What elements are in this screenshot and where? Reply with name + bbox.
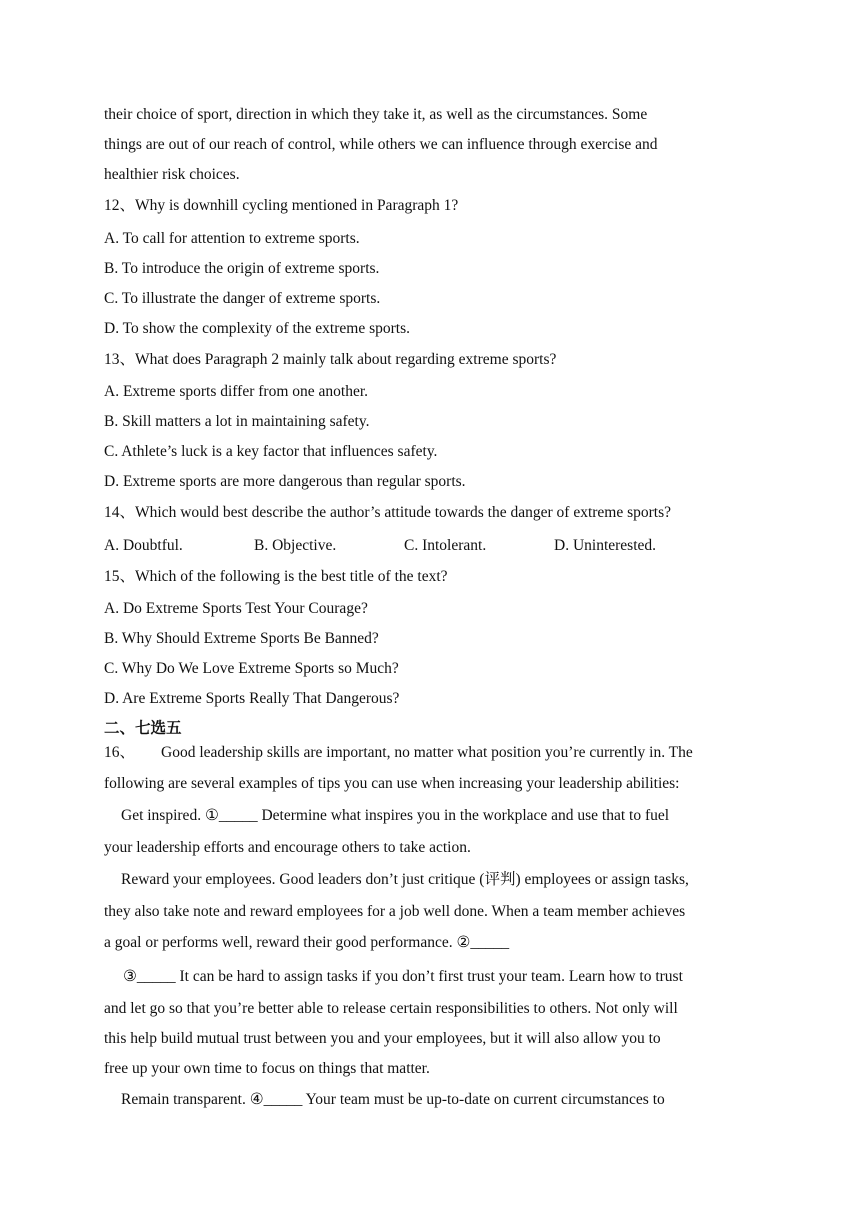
question-13-stem: 13、What does Paragraph 2 mainly talk about regarding extreme sports? — [104, 351, 557, 368]
question-14-option-d: D. Uninterested. — [554, 537, 657, 554]
paragraph-text: Good leadership skills are important, no matter what position you’re currently in. The — [161, 744, 693, 761]
question-15-option-c: C. Why Do We Love Extreme Sports so Much? — [104, 660, 399, 677]
paragraph-line: and let go so that you’re better able to release certain responsibilities to others. Not only will — [104, 1000, 678, 1017]
question-16-first-line — [104, 743, 693, 763]
question-14-option-c: C. Intolerant. — [404, 537, 487, 554]
question-12-option-b: B. To introduce the origin of extreme sports. — [104, 260, 380, 277]
passage-line: their choice of sport, direction in which they take it, as well as the circumstances. Some — [104, 106, 648, 123]
paragraph-line: free up your own time to focus on things that matter. — [104, 1060, 430, 1077]
question-14-option-a: A. Doubtful. — [104, 537, 183, 554]
paragraph-line-blank-3: ③_____ It can be hard to assign tasks if you don’t first trust your team. Learn how to trust — [123, 968, 683, 985]
question-15-option-b: B. Why Should Extreme Sports Be Banned? — [104, 630, 379, 647]
question-12-stem: 12、Why is downhill cycling mentioned in Paragraph 1? — [104, 197, 459, 214]
question-13-option-b: B. Skill matters a lot in maintaining safety. — [104, 413, 370, 430]
question-12-option-a: A. To call for attention to extreme sports. — [104, 230, 360, 247]
paragraph-line: this help build mutual trust between you and your employees, but it will also allow you to — [104, 1030, 661, 1047]
question-12-option-d: D. To show the complexity of the extreme sports. — [104, 320, 410, 337]
question-15-stem: 15、Which of the following is the best title of the text? — [104, 568, 448, 585]
paragraph-line: they also take note and reward employees for a job well done. When a team member achieves — [104, 903, 686, 920]
question-12-option-c: C. To illustrate the danger of extreme sports. — [104, 290, 381, 307]
question-15-option-d: D. Are Extreme Sports Really That Dangerous? — [104, 690, 400, 707]
paragraph-line: Reward your employees. Good leaders don’t just critique (评判) employees or assign tasks, — [121, 871, 689, 888]
paragraph-line-blank-1: Get inspired. ①_____ Determine what inspires you in the workplace and use that to fuel — [121, 807, 670, 824]
question-13-option-c: C. Athlete’s luck is a key factor that influences safety. — [104, 443, 438, 460]
paragraph-line: following are several examples of tips you can use when increasing your leadership abilities: — [104, 775, 680, 792]
passage-line: things are out of our reach of control, while others we can influence through exercise and — [104, 136, 658, 153]
passage-line: healthier risk choices. — [104, 166, 240, 183]
paragraph-line: your leadership efforts and encourage others to take action. — [104, 839, 471, 856]
question-14-option-b: B. Objective. — [254, 537, 337, 554]
section-heading: 二、七选五 — [104, 720, 182, 737]
paragraph-line-blank-2: a goal or performs well, reward their good performance. ②_____ — [104, 934, 510, 951]
question-14-stem: 14、Which would best describe the author’s attitude towards the danger of extreme sports? — [104, 504, 672, 521]
question-13-option-a: A. Extreme sports differ from one another. — [104, 383, 368, 400]
question-13-option-d: D. Extreme sports are more dangerous than regular sports. — [104, 473, 466, 490]
question-16-number: 16、 — [104, 744, 136, 761]
paragraph-line-blank-4: Remain transparent. ④_____ Your team must be up-to-date on current circumstances to — [121, 1091, 665, 1108]
question-15-option-a: A. Do Extreme Sports Test Your Courage? — [104, 600, 368, 617]
